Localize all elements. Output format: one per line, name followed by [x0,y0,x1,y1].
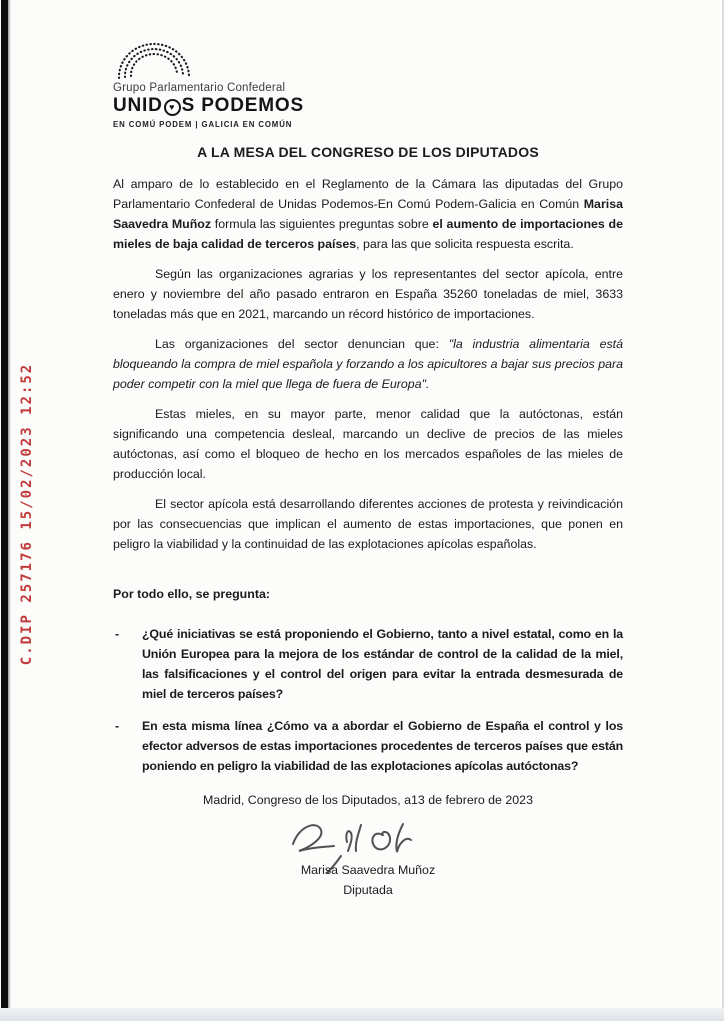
party-letterhead [113,30,343,129]
quote-lead: Las organizaciones del sector denuncian que: [155,337,449,351]
question-prompt: Por todo ello, se pregunta: [113,587,270,601]
logo-name-post: S PODEMOS [181,95,304,116]
rainbow-arc-icon [114,30,194,80]
question-item [113,624,623,704]
logo-party-name [113,95,343,117]
registry-stamp: C.DIP 257176 15/02/2023 12:52 [19,362,35,666]
question-item [113,716,623,776]
paragraph-protests: El sector apícola está desarrollando diferentes acciones de protesta y reivindicación por las consecuencias que implican el aumento de estas importaciones, que ponen en peligro la viabilidad y la continuidad de las explotaciones apícolas españolas. [113,497,623,551]
intro-text: Al amparo de lo establecido en el Reglamento de la Cámara las diputadas del Grupo Parlamentario Confederal de Unidas Podemos-En Comú Podem-Galicia en Común [113,177,623,211]
scan-bottom-strip [0,1008,724,1021]
paragraph-imports-data: Según las organizaciones agrarias y los representantes del sector apícola, entre enero y noviembre del año pasado entraron en España 35260 toneladas de miel, 3633 toneladas más que en 2021, marcando un récord histórico de importaciones. [113,267,623,321]
heart-icon: ♥ [164,99,181,116]
question-text-1: ¿Qué iniciativas se está proponiendo el Gobierno, tanto a nivel estatal, como en la Unión Europea para la mejora de los estándar de control de la calidad de la miel, las falsificaciones y el control del origen para evitar la entrada desmesurada de miel de terceros países? [142,627,623,701]
document-title: A LA MESA DEL CONGRESO DE LOS DIPUTADOS [197,144,539,160]
scan-edge-bar [1,0,8,1008]
signature-block [113,812,623,900]
signer-name: Marisa Saavedra Muñoz [300,863,436,877]
deputy-name-bold: Marisa Saavedra Muñoz [113,197,623,231]
logo-name-pre: UNID [113,95,163,116]
signer-role: Diputada [343,883,393,897]
logo-org-line: Grupo Parlamentario Confederal [113,82,286,94]
quote-italic: "la industria alimentaria está bloqueando la compra de miel española y forzando a los apicultores a bajar sus precios para poder competir con la miel que llega de fuera de Europa". [113,337,623,391]
paragraph-competition: Estas mieles, en su mayor parte, menor calidad que la autóctonas, están significando una competencia desleal, marcando un declive de precios de las mieles autóctonas, así como el bloqueo de hecho en los mercados españoles de las mieles de producción local. [113,407,623,481]
intro-text: formula las siguientes preguntas sobre [211,217,433,231]
intro-text: , para las que solicita respuesta escrita. [356,237,574,251]
question-text-2: En esta misma línea ¿Cómo va a abordar el Gobierno de España el control y los efector adversos de estas importaciones procedentes de terceros países que están poniendo en peligro la viabilidad de las explotaciones apícolas autóctonas? [142,719,623,773]
scan-edge-shadow [8,0,11,1008]
paragraph-intro [113,174,623,254]
document-body [113,142,623,900]
question-bullet: - [115,627,120,641]
logo-coalition-line: EN COMÚ PODEM | GALICIA EN COMÚN [113,120,293,129]
subject-bold: el aumento de importaciones de mieles de baja calidad de terceros países [113,217,623,251]
place-date-line: Madrid, Congreso de los Diputados, a13 de febrero de 2023 [203,793,533,807]
paragraph-quote [113,334,623,394]
question-bullet: - [115,719,120,733]
